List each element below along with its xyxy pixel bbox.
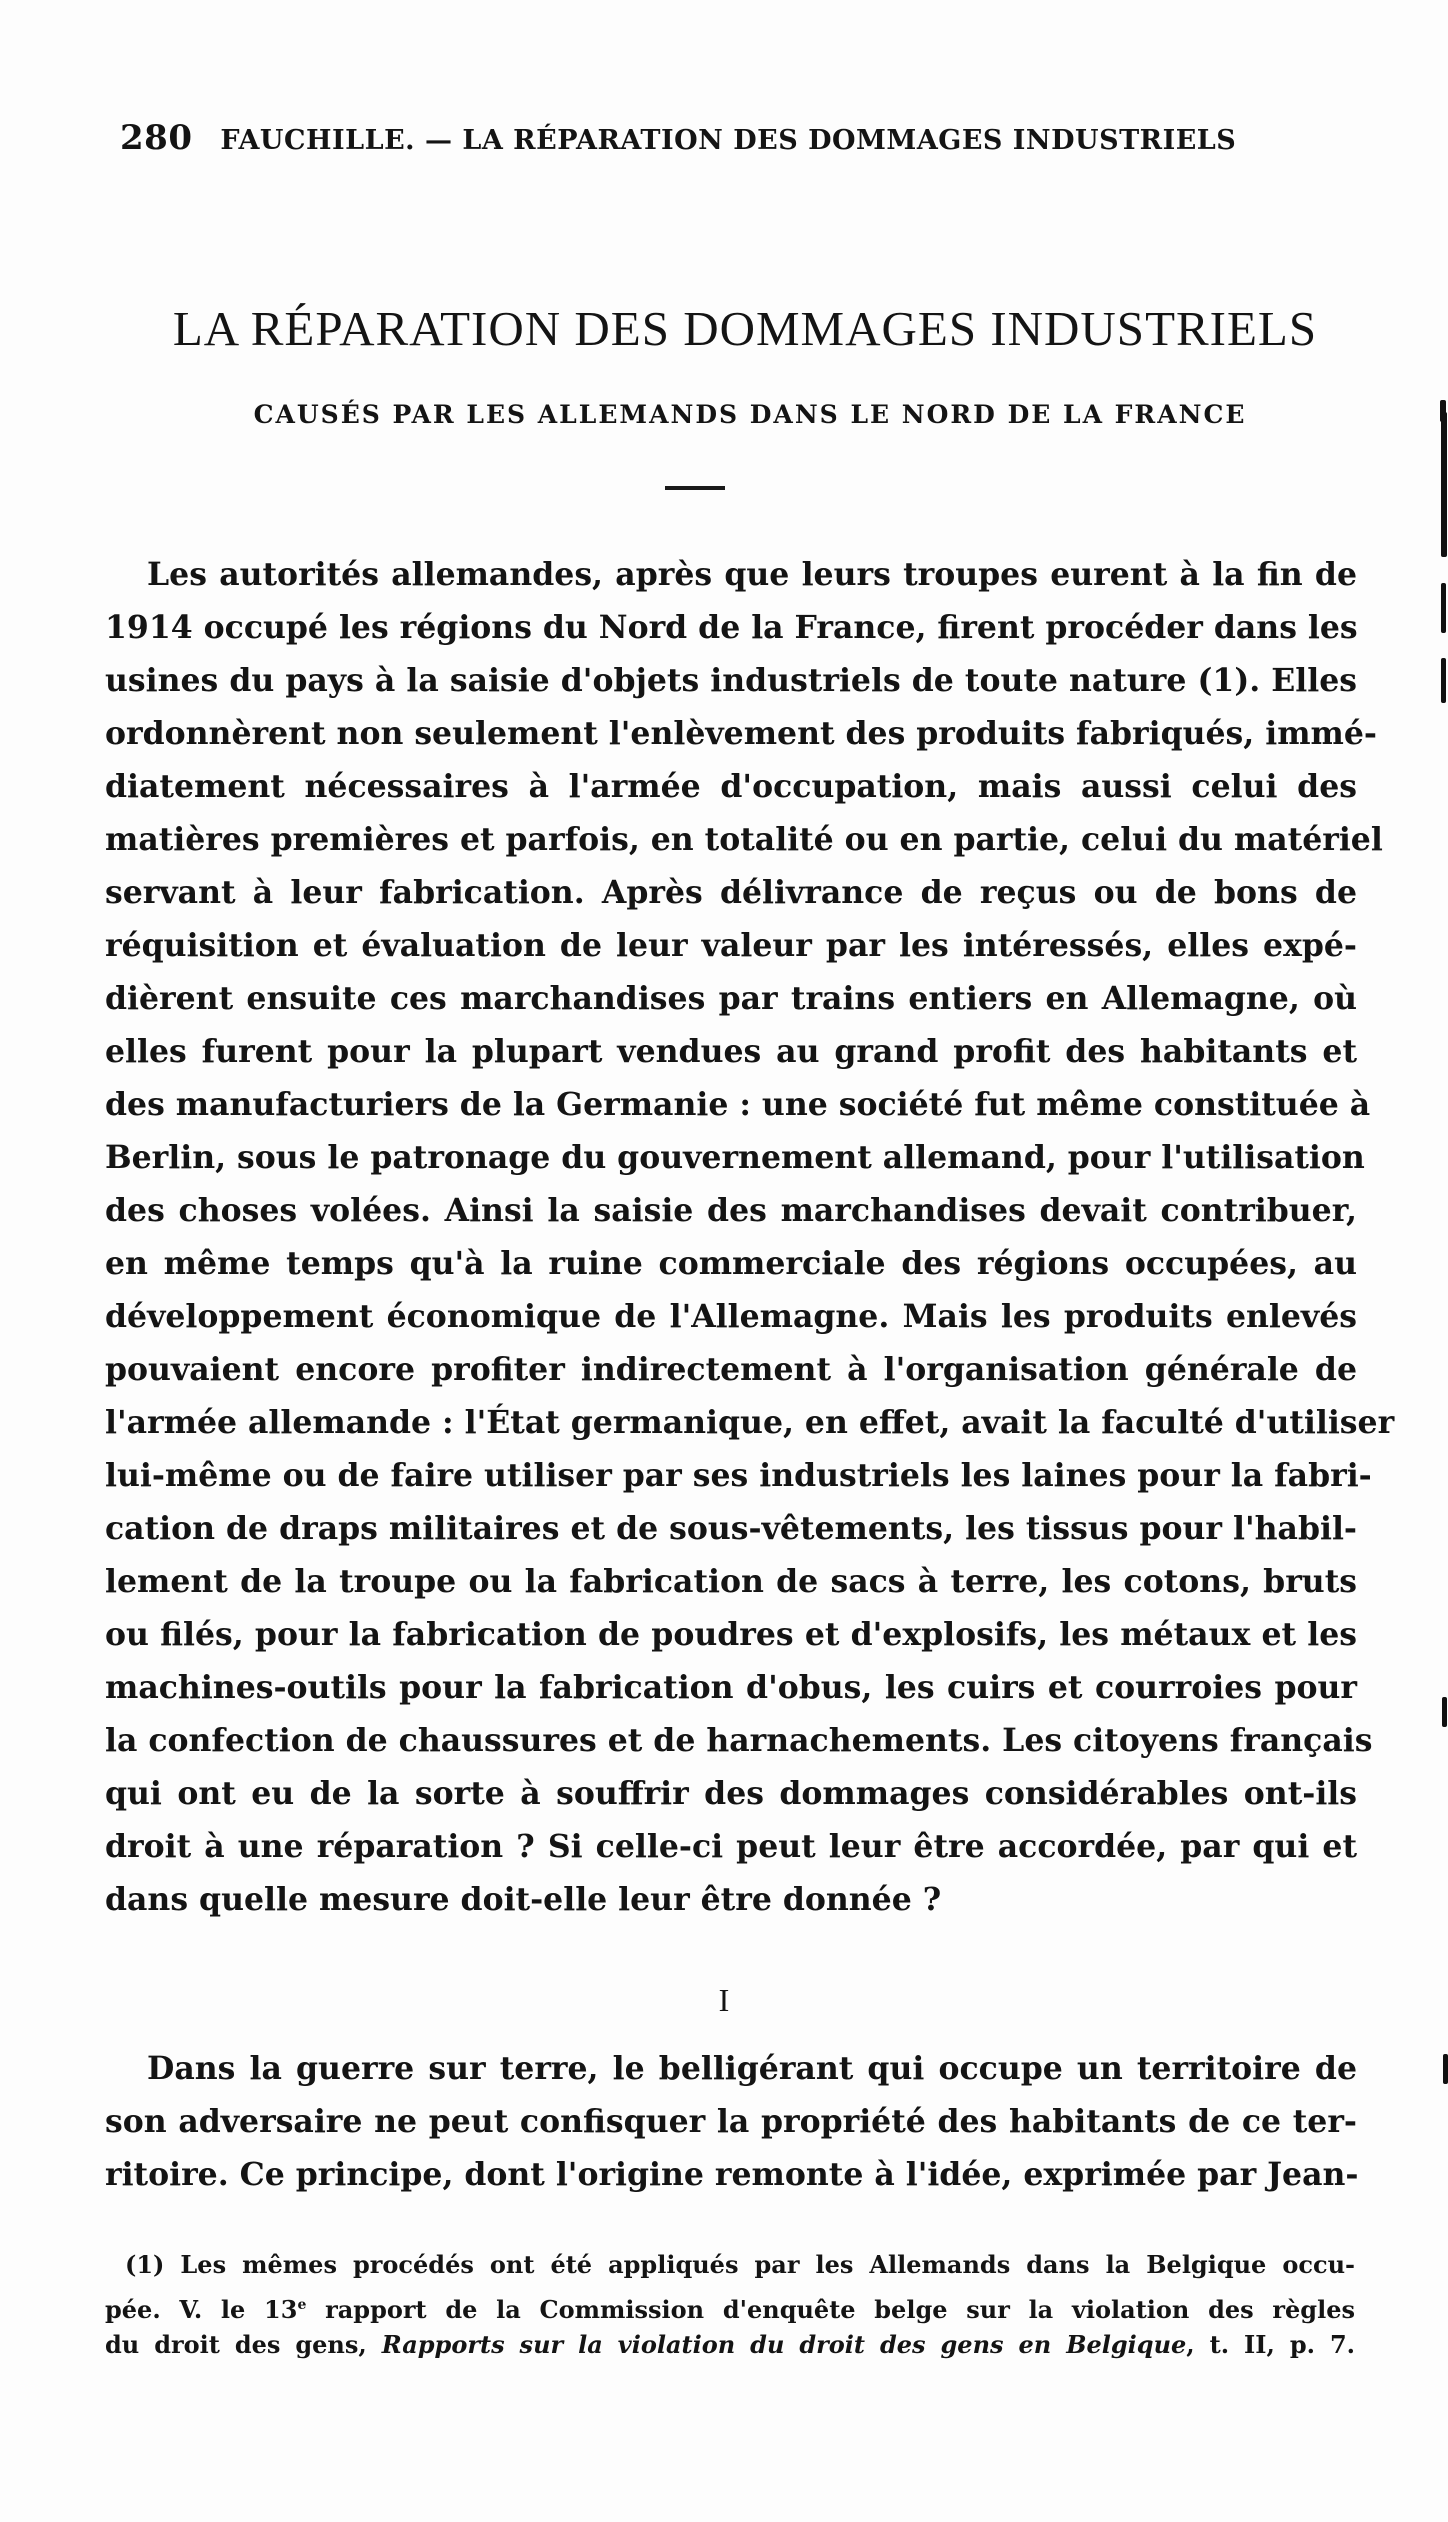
text-line: ritoire. Ce principe, dont l'origine remonte à l'idée, exprimée par Jean-	[105, 2156, 1359, 2193]
footnote-text: rapport de la Commission d'enquête belge sur la violation des règles	[306, 2295, 1355, 2324]
footnote	[105, 2245, 1355, 2365]
footnote-text: , t. II, p. 7.	[1186, 2330, 1356, 2359]
scan-margin-mark	[1441, 583, 1446, 633]
text-line: ordonnèrent non seulement l'enlèvement des produits fabriqués, immé-	[105, 715, 1377, 752]
text-line: cation de draps militaires et de sous-vêtements, les tissus pour l'habil-	[105, 1510, 1357, 1547]
running-head-text: FAUCHILLE. — LA RÉPARATION DES DOMMAGES INDUSTRIELS	[220, 125, 1237, 156]
section-heading: I	[718, 1982, 730, 2018]
text-line: qui ont eu de la sorte à souffrir des dommages considérables ont-ils	[105, 1775, 1357, 1812]
text-line: la confection de chaussures et de harnachements. Les citoyens français	[105, 1722, 1373, 1759]
text-line: pouvaient encore profiter indirectement à l'organisation générale de	[105, 1351, 1357, 1388]
text-line: dièrent ensuite ces marchandises par trains entiers en Allemagne, où	[105, 980, 1357, 1017]
paragraph-intro	[105, 548, 1395, 1926]
footnote-line	[105, 2285, 1355, 2325]
text-line: réquisition et évaluation de leur valeur par les intéressés, elles expé-	[105, 927, 1357, 964]
cited-work-title: Rapports sur la violation du droit des gens en Belgique	[381, 2330, 1187, 2359]
text-line: Berlin, sous le patronage du gouvernement allemand, pour l'utilisation	[105, 1139, 1365, 1176]
footnote-text: du droit des gens,	[105, 2330, 382, 2359]
text-line: développement économique de l'Allemagne. Mais les produits enlevés	[105, 1298, 1357, 1335]
text-line: elles furent pour la plupart vendues au grand profit des habitants et	[105, 1033, 1357, 1070]
scan-margin-mark	[1441, 412, 1447, 557]
text-line: machines-outils pour la fabrication d'obus, les cuirs et courroies pour	[105, 1669, 1357, 1706]
text-line: dans quelle mesure doit-elle leur être donnée ?	[105, 1881, 942, 1918]
text-line: droit à une réparation ? Si celle-ci peut leur être accordée, par qui et	[105, 1828, 1357, 1865]
text-line: usines du pays à la saisie d'objets industriels de toute nature (1). Elles	[105, 662, 1357, 699]
text-line: 1914 occupé les régions du Nord de la France, firent procéder dans les	[105, 609, 1358, 646]
text-line: lui-même ou de faire utiliser par ses industriels les laines pour la fabri-	[105, 1457, 1372, 1494]
article-subtitle: CAUSÉS PAR LES ALLEMANDS DANS LE NORD DE LA FRANCE	[253, 400, 1247, 429]
footnote-line: (1) Les mêmes procédés ont été appliqués par les Allemands dans la Belgique occu-	[125, 2250, 1355, 2279]
paragraph-section-one	[105, 2042, 1357, 2201]
title-separator-rule	[665, 486, 725, 490]
text-line: Les autorités allemandes, après que leurs troupes eurent à la fin de	[147, 556, 1357, 593]
text-line: diatement nécessaires à l'armée d'occupation, mais aussi celui des	[105, 768, 1357, 805]
text-line: en même temps qu'à la ruine commerciale des régions occupées, au	[105, 1245, 1357, 1282]
footnote-text: pée. V. le 13	[105, 2295, 298, 2324]
page-number: 280	[120, 118, 193, 158]
ordinal-superscript: e	[297, 2297, 307, 2313]
scan-margin-mark	[1442, 1697, 1447, 1727]
text-line: lement de la troupe ou la fabrication de sacs à terre, les cotons, bruts	[105, 1563, 1357, 1600]
text-line: son adversaire ne peut confisquer la propriété des habitants de ce ter-	[105, 2103, 1357, 2140]
running-head	[120, 118, 1300, 158]
scan-margin-mark	[1441, 658, 1446, 703]
article-title: LA RÉPARATION DES DOMMAGES INDUSTRIELS	[172, 301, 1318, 356]
scan-margin-mark	[1443, 2054, 1448, 2084]
text-line: matières premières et parfois, en totalité ou en partie, celui du matériel	[105, 821, 1383, 858]
text-line: des choses volées. Ainsi la saisie des marchandises devait contribuer,	[105, 1192, 1357, 1229]
text-line: ou filés, pour la fabrication de poudres et d'explosifs, les métaux et les	[105, 1616, 1357, 1653]
text-line: l'armée allemande : l'État germanique, en effet, avait la faculté d'utiliser	[105, 1404, 1395, 1441]
footnote-line	[105, 2325, 1355, 2365]
text-line: servant à leur fabrication. Après délivrance de reçus ou de bons de	[105, 874, 1357, 911]
text-line: des manufacturiers de la Germanie : une société fut même constituée à	[105, 1086, 1371, 1123]
text-line: Dans la guerre sur terre, le belligérant qui occupe un territoire de	[147, 2050, 1357, 2087]
